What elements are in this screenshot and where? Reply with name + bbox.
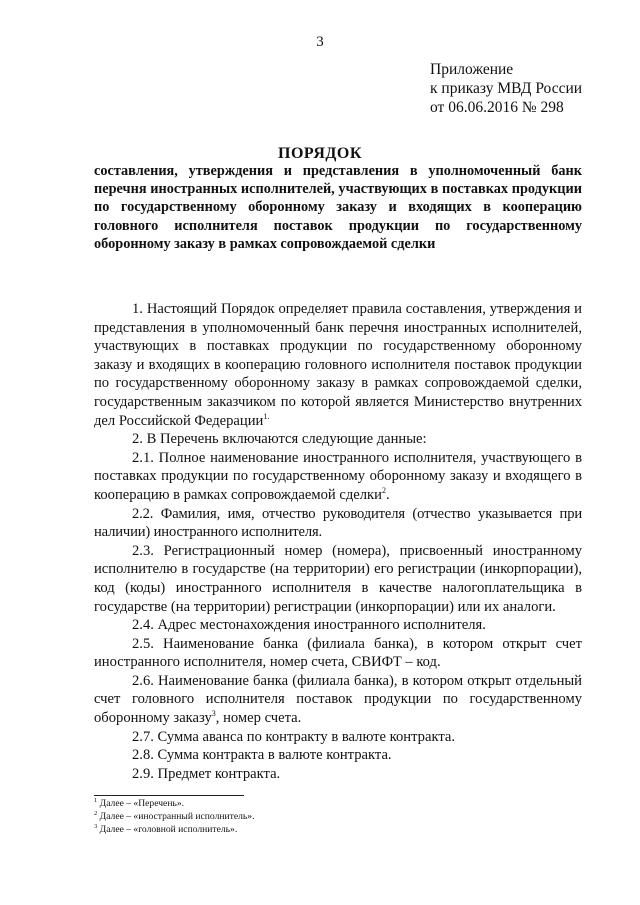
- footnote-ref: 3: [211, 709, 216, 719]
- footnote-number: 3: [94, 823, 98, 831]
- footnotes: [94, 797, 254, 837]
- footnote-number: 2: [94, 810, 98, 818]
- appendix-line: к приказу МВД России: [430, 80, 583, 97]
- paragraph-2: 2. В Перечень включаются следующие данные:: [132, 431, 427, 448]
- paragraph-2-7: 2.7. Сумма аванса по контракту в валюте контракта.: [132, 728, 456, 745]
- page-number: 3: [316, 34, 324, 50]
- paragraph-1: [94, 300, 582, 430]
- appendix-block: [430, 60, 582, 117]
- paragraph-text: 1. Настоящий Порядок определяет правила составления, утверждения и представления в уполномоченный банк перечня иностранных исполнителей, участвующих в поставках продукции по государственному оборонному заказу и входящих в кооперацию головного исполнителя поставок продукции по государственному оборонному заказу в рамках сопровождаемой сделки, государственным заказчиком по которой является Министерство внутренних дел Российской Федерации: [94, 301, 582, 429]
- paragraph-2-2: 2.2. Фамилия, имя, отчество руководителя (отчество указывается при наличии) иностранного исполнителя.: [94, 505, 582, 541]
- footnote: [94, 797, 254, 810]
- document-body: [94, 300, 582, 783]
- footnote-text: Далее – «головной исполнитель».: [97, 824, 238, 836]
- footnote: [94, 810, 254, 823]
- paragraph-2-5: 2.5. Наименование банка (филиала банка), в котором открыт счет иностранного исполнителя, номер счета, СВИФТ – код.: [94, 635, 582, 671]
- document-title: ПОРЯДОК: [278, 145, 362, 162]
- paragraph-2-6: [94, 672, 582, 728]
- paragraph-text: 2.1. Полное наименование иностранного исполнителя, участвующего в поставках продукции по государственному оборонному заказу и входящего в кооперацию в рамках сопровождаемой сделки: [94, 449, 582, 503]
- paragraph-2-3: 2.3. Регистрационный номер (номера), присвоенный иностранному исполнителю в государстве (на территории) его регистрации (инкорпорации), код (коды) иностранного исполнителя в качестве налогоплательщика в государстве (на территории) регистрации (инкорпорации) или их аналоги.: [94, 542, 582, 615]
- footnote-ref: 2: [381, 486, 386, 496]
- paragraph-text: 2.6. Наименование банка (филиала банка), в котором открыт отдельный счет головного исполнителя поставок продукции по государственному оборонному заказу: [94, 672, 582, 727]
- paragraph-text: , номер счета.: [215, 710, 302, 727]
- footnote-divider: [94, 795, 244, 796]
- paragraph-2-1: 2.1. Полное наименование иностранного исполнителя, участвующего в поставках продукции по государственному оборонному заказу и входящего в кооперацию в рамках сопровождаемой сделки$^2$.: [94, 449, 582, 503]
- footnote-number: 1: [94, 796, 98, 804]
- footnote: [94, 823, 254, 836]
- appendix-line: от 06.06.2016 № 298: [430, 99, 564, 116]
- appendix-line: Приложение: [430, 61, 514, 78]
- footnote-text: Далее – «Перечень».: [97, 798, 185, 809]
- paragraph-2-8: 2.8. Сумма контракта в валюте контракта.: [132, 747, 392, 764]
- footnote-text: Далее – «иностранный исполнитель».: [97, 811, 255, 823]
- paragraph-2-9: 2.9. Предмет контракта.: [132, 765, 281, 782]
- document-subtitle: составления, утверждения и представления в уполномоченный банк перечня иностранных исполнителей, участвующих в поставках продукции по государственному оборонному заказу и входящих в кооперацию головного исполнителя поставок продукции по государственному оборонному заказу в рамках сопровождаемой сделки: [94, 163, 582, 252]
- footnote-ref: 1.: [263, 411, 270, 421]
- paragraph-2-4: 2.4. Адрес местонахождения иностранного исполнителя.: [132, 617, 486, 634]
